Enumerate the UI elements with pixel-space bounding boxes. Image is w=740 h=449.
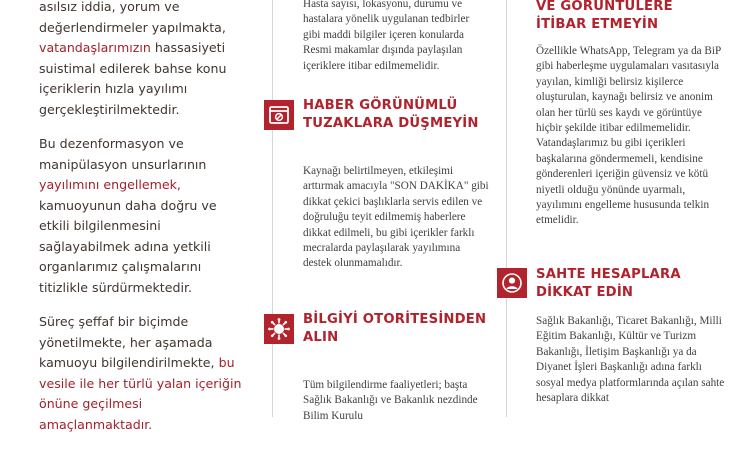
highlight-segment: bu vesile ile her türlü yalan içeriğin önüne geçilmesi amaçlanmaktadır. <box>39 355 242 432</box>
column-divider-left <box>272 0 273 417</box>
section-body-news-traps <box>303 164 491 272</box>
section-heading-voice-images: VE GÖRÜNTÜLERE İTİBAR ETMEYİN <box>536 0 673 32</box>
health-data-text: Hasta sayısı, lokasyonu, durumu ve hastalara yönelik uygulanan tedbirler gibi maddi bilgiler içeren konularda Resmi makamlar dışında paylaşılan içeriklere itibar edilmemelidir. <box>303 0 470 72</box>
section-body-authority <box>303 378 491 424</box>
section-heading-fake-accounts: SAHTE HESAPLARA DİKKAT EDİN <box>536 267 681 300</box>
highlight-segment: yayılımını engellemek, <box>39 177 181 192</box>
section-body-voice-images <box>536 44 726 229</box>
virus-icon <box>264 314 294 344</box>
health-data-paragraph <box>303 0 488 74</box>
intro-column <box>39 0 244 449</box>
section-heading-authority: BİLGİYİ OTORİTESİNDEN ALIN <box>303 312 487 345</box>
intro-paragraph-2 <box>39 134 244 298</box>
text-segment: Bu dezenformasyon ve manipülasyon unsurlarının <box>39 136 207 172</box>
column-divider-right <box>506 0 507 417</box>
fake-accounts-text: Sağlık Bakanlığı, Ticaret Bakanlığı, Milli Eğitim Bakanlığı, Kültür ve Turizm Bakanlığı, İletişim Başkanlığı ya da Diyanet İşleri Başkanlığı adına farklı sosyal medya platformlarında açılan sahte hesaplara dikkat <box>536 315 725 405</box>
intro-paragraph-1 <box>39 0 244 120</box>
highlight-segment: vatandaşlarımızın <box>39 40 151 55</box>
authority-text: Tüm bilgilendirme faaliyetleri; başta Sağlık Bakanlığı ve Bakanlık nezdinde Bilim Kurulu <box>303 379 478 422</box>
section-heading-news-traps: HABER GÖRÜNÜMLÜ TUZAKLARA DÜŞMEYİN <box>303 98 479 131</box>
text-segment: asılsız iddia, yorum ve değerlendirmeler yapılmakta, <box>39 0 226 35</box>
text-segment: kamuoyunun daha doğru ve etkili bilgilenmesini sağlayabilmek adına yetkili organlarımız çalışmalarını titizlikle sürdürmektedir. <box>39 197 217 295</box>
user-account-icon <box>497 268 527 298</box>
text-segment: Süreç şeffaf bir biçimde yönetilmekte, her aşamada kamuoyu bilgilendirilmekte, <box>39 314 219 370</box>
section-body-fake-accounts <box>536 314 726 406</box>
voice-images-text: Özellikle WhatsApp, Telegram ya da BiP gibi haberleşme uygulamaları vasıtasıyla yayılan, kimliği belirsiz kişilerce oluşturulan, kaynağı belirsiz ve anonim olan her türlü ses kaydı ve görüntüye hiçbir şekilde itibar edilmemelidir. Vatandaşlarımız bu gibi içerikleri başkalarına göndermemeli, kendisine gönderenleri içeriğin güvensiz ve kötü niyetli olduğu yönünde uyarmalı, yayılımını engelleme hususunda telkin etmelidir. <box>536 45 721 227</box>
text-segment: hassasiyeti suistimal edilerek bahse konu içeriklerin hızla yayılımı gerçekleştirilmektedir. <box>39 40 227 117</box>
warning-news-icon <box>264 100 294 130</box>
news-traps-text: Kaynağı belirtilmeyen, etkileşimi arttırmak amacıyla "SON DAKİKA" gibi dikkat çekici başlıklarla servis edilen ve doğruluğu teyit edilmemiş haberlere dikkat edilmeli, bu gibi içerikler farklı mecralarda paylaşılarak yayılımına destek olunmamalıdır. <box>303 165 489 270</box>
